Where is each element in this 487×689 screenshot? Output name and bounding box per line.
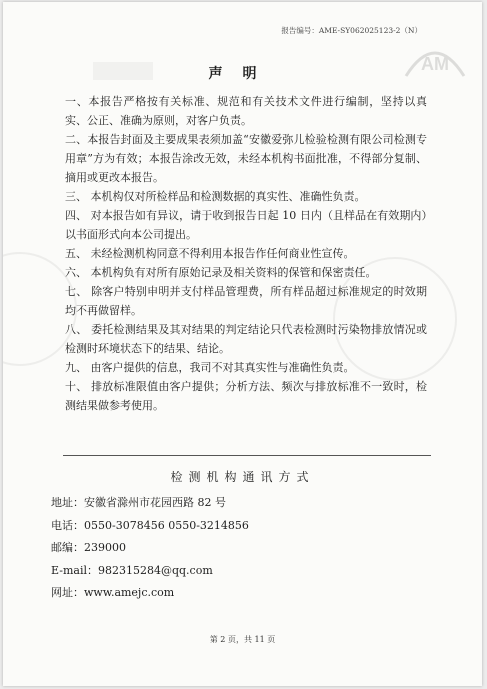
document-page xyxy=(3,2,482,686)
contact-email: E-mail：982315284@qq.com xyxy=(51,563,213,577)
contact-website: 网址：www.amejc.com xyxy=(51,586,175,599)
section-divider xyxy=(63,455,431,456)
contact-address: 地址：安徽省滁州市花园西路 82 号 xyxy=(51,496,226,509)
contact-phone: 电话：0550-3078456 0550-3214856 xyxy=(51,518,249,532)
report-number: 报告编号：AME-SY062025123-2（N） xyxy=(281,26,422,35)
logo-text: AM xyxy=(421,54,449,74)
clause-item: 十、 排放标准限值由客户提供；分析方法、频次与排放标准不一致时，检测结果做参考使用。 xyxy=(65,380,427,412)
clause-item: 三、 本机构仅对所检样品和检测数据的真实性、准确性负责。 xyxy=(65,190,366,203)
clause-item: 六、 本机构负有对所有原始记录及相关资料的保管和保密责任。 xyxy=(65,266,377,279)
contact-section-title: 检测机构通讯方式 xyxy=(170,470,315,484)
clause-item: 四、 对本报告如有异议，请于收到报告日起 10 日内（且样品在有效期内）以书面形式向本公司提出。 xyxy=(65,209,427,241)
contact-postcode: 邮编：239000 xyxy=(51,541,126,554)
clause-item: 二、本报告封面及主要成果表须加盖“安徽爱弥儿检验检测有限公司检测专用章”方为有效；本报告涂改无效，未经本机构书面批准，不得部分复制、摘用或更改本报告。 xyxy=(65,133,427,184)
contact-list xyxy=(51,492,249,605)
page-title: 声明 xyxy=(208,66,277,82)
clause-item: 一、本报告严格按有关标准、规范和有关技术文件进行编制，坚持以真实、公正、准确为原则，对客户负责。 xyxy=(65,95,427,127)
clause-item: 八、 委托检测结果及其对结果的判定结论只代表检测时污染物排放情况或检测时环境状态下的结果、结论。 xyxy=(65,323,427,355)
clause-item: 五、 未经检测机构同意不得利用本报告作任何商业性宣传。 xyxy=(65,247,355,260)
statement-clauses xyxy=(65,92,427,415)
clause-item: 九、 由客户提供的信息，我司不对其真实性与准确性负责。 xyxy=(65,361,355,374)
page-number: 第 2 页，共 11 页 xyxy=(209,635,276,644)
clause-item: 七、 除客户特别申明并支付样品管理费，所有样品超过标准规定的时效期均不再做留样。 xyxy=(65,285,427,317)
